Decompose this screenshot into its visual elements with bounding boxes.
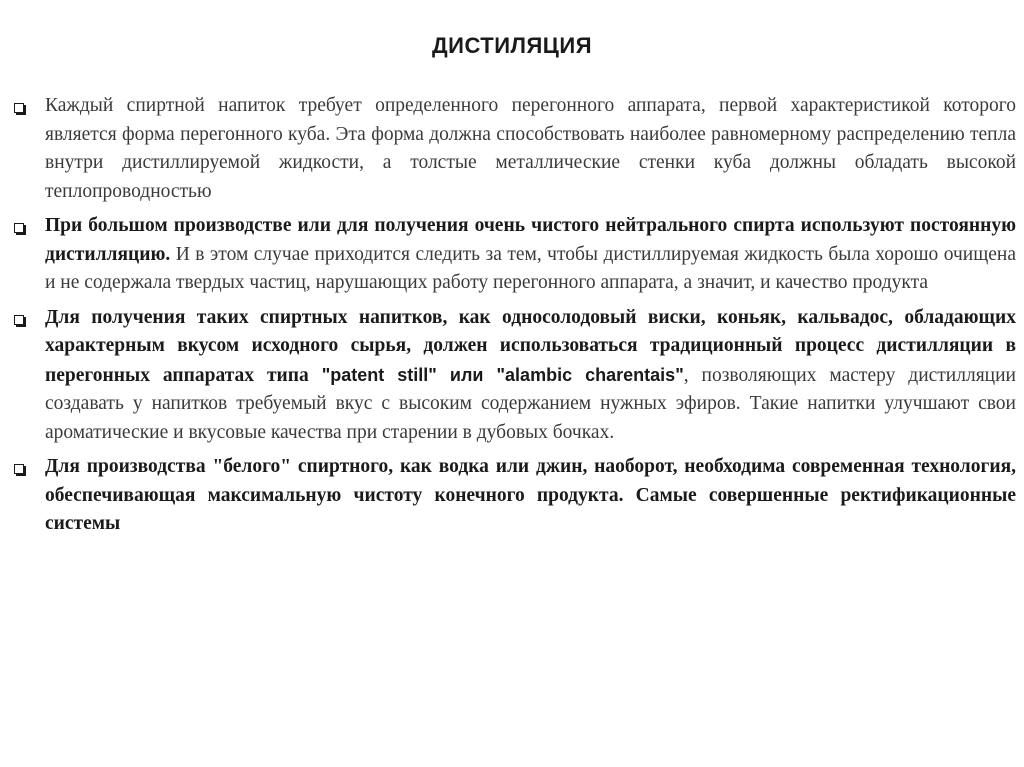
list-item — [12, 92, 1016, 206]
square-bullet-icon — [14, 464, 24, 474]
bullet-text — [45, 453, 1016, 539]
slide-title: ДИСТИЛЯЦИЯ — [431, 33, 593, 58]
bullet-text — [45, 92, 1016, 206]
bullet-bold-text: Для производства "белого" спиртного, как водка или джин, наоборот, необходима современная технология, обеспечивающая максимальную чистоту конечного продукта. Самые совершенные ректификационные системы — [45, 456, 1016, 534]
bullet-bold-apparatus-names: "patent still" или "alambic charentais" — [321, 364, 684, 385]
square-bullet-icon — [14, 315, 24, 325]
list-item — [12, 453, 1016, 539]
bullet-body: И в этом случае приходится следить за тем, чтобы дистиллируемая жидкость была хорошо очищена и не содержала твердых частиц, нарушающих работу перегонного аппарата, а значит, и качество продукта — [45, 243, 1016, 293]
bullet-bold-text: Для получения таких спиртных напитков, как односолодовый виски, коньяк, кальвадос, обладающих характерным вкусом исходного сырья, должен использоваться традиционный процесс дистилляции в перегонных аппаратах типа — [45, 306, 1016, 386]
bullet-text — [45, 304, 1016, 448]
square-bullet-icon — [14, 223, 24, 233]
bullet-list — [12, 92, 1016, 545]
bullet-body: , позволяющих мастеру дистилляции создавать у напитков требуемый вкус с высоким содержанием нужных эфиров. Такие напитки улучшают свои ароматические и вкусовые качества при старении в дубовых бочках. — [45, 364, 1016, 443]
list-item — [12, 304, 1016, 448]
square-bullet-icon — [14, 103, 24, 113]
list-item — [12, 212, 1016, 298]
bullet-text — [45, 212, 1016, 298]
bullet-body: Каждый спиртной напиток требует определенного перегонного аппарата, первой характеристикой которого является форма перегонного куба. Эта форма должна способствовать наиболее равномерному распределению тепла внутри дистиллируемой жидкости, а толстые металлические стенки куба должны обладать высокой теплопроводностью — [45, 95, 1016, 202]
bullet-bold-text: При большом производстве или для получения очень чистого нейтрального спирта используют постоянную дистилляцию. — [45, 215, 1016, 265]
